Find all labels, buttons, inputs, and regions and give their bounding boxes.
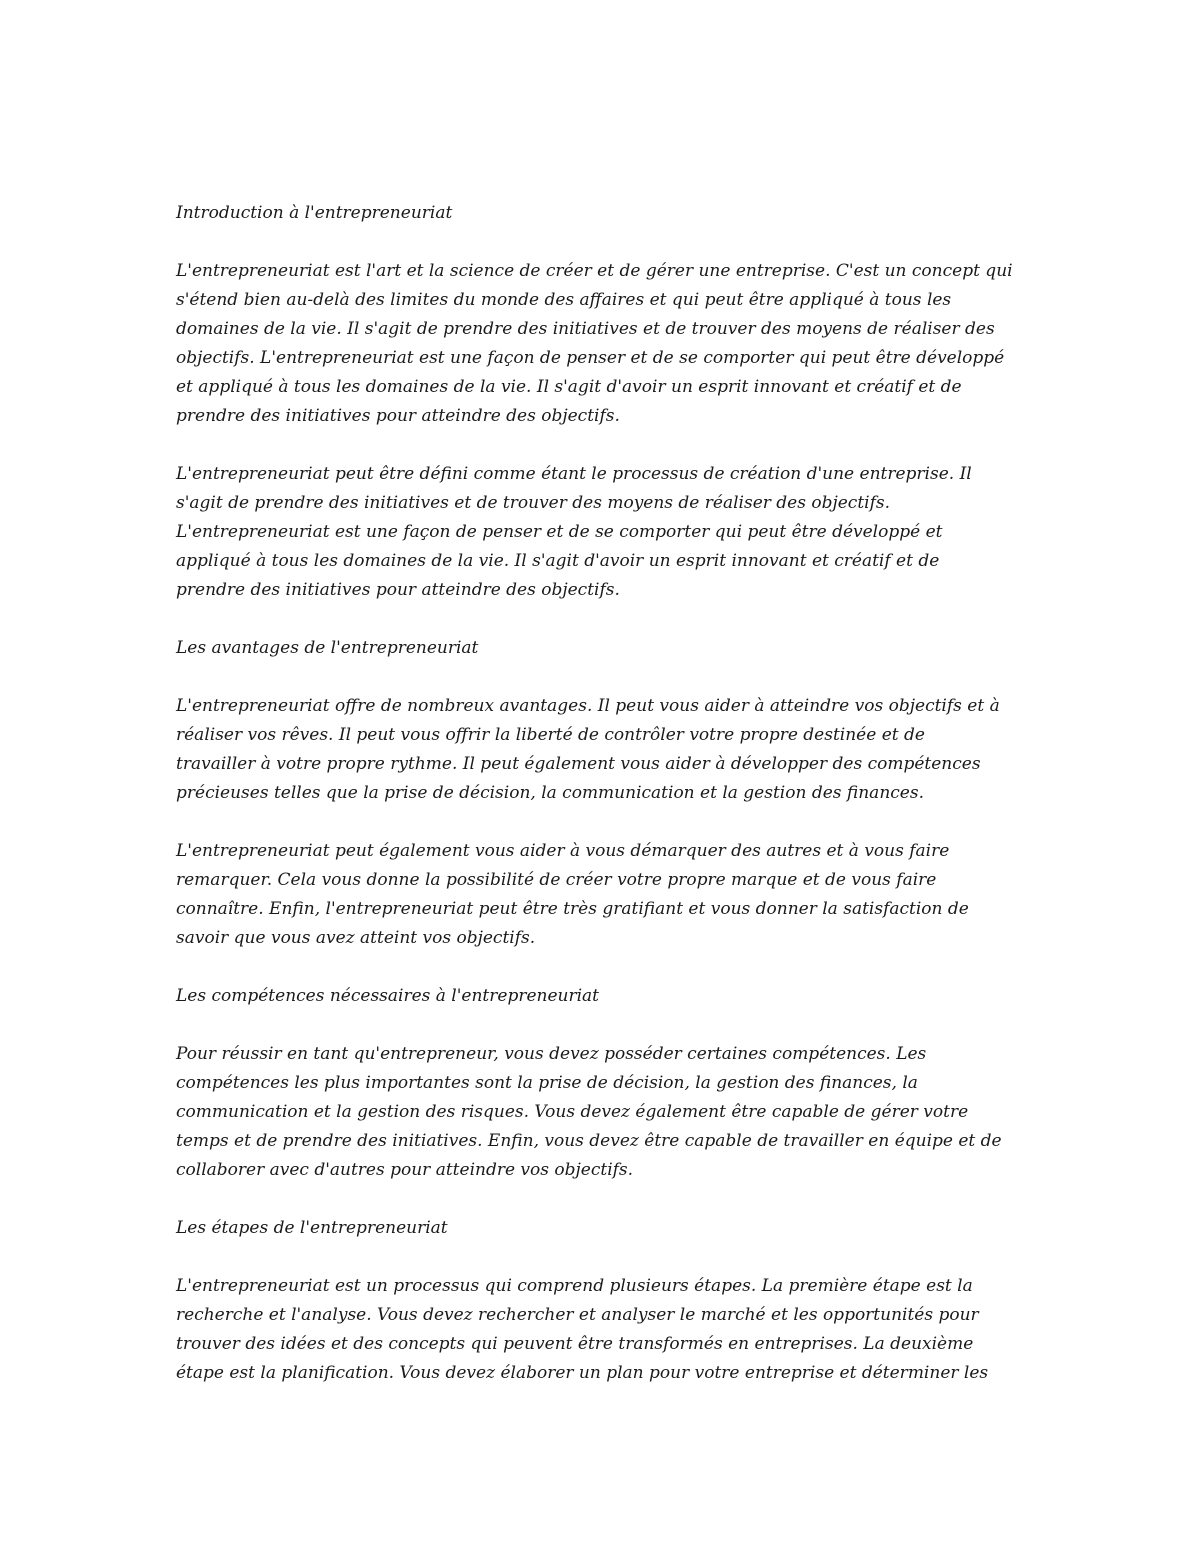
paragraph-line: L'entrepreneuriat est une façon de penser et de se comporter qui peut être développé et bbox=[176, 522, 943, 542]
paragraph-line: prendre des initiatives pour atteindre des objectifs. bbox=[176, 580, 620, 600]
paragraph bbox=[176, 837, 1026, 953]
paragraph bbox=[176, 460, 1026, 605]
paragraph-line: prendre des initiatives pour atteindre des objectifs. bbox=[176, 406, 620, 426]
paragraph-line: étape est la planification. Vous devez élaborer un plan pour votre entreprise et déterminer les bbox=[176, 1363, 989, 1383]
paragraph-line: L'entrepreneuriat peut être défini comme étant le processus de création d'une entreprise. Il bbox=[176, 464, 972, 484]
paragraph-line: domaines de la vie. Il s'agit de prendre des initiatives et de trouver des moyens de réaliser des bbox=[176, 319, 995, 339]
paragraph-line: L'entrepreneuriat offre de nombreux avantages. Il peut vous aider à atteindre vos objectifs et à bbox=[176, 696, 1000, 716]
section-heading: Les étapes de l'entrepreneuriat bbox=[176, 1218, 448, 1238]
paragraph-line: trouver des idées et des concepts qui peuvent être transformés en entreprises. La deuxième bbox=[176, 1334, 974, 1354]
paragraph-line: travailler à votre propre rythme. Il peut également vous aider à développer des compétences bbox=[176, 754, 981, 774]
paragraph-line: Pour réussir en tant qu'entrepreneur, vous devez posséder certaines compétences. Les bbox=[176, 1044, 927, 1064]
paragraph bbox=[176, 1040, 1026, 1185]
paragraph-line: objectifs. L'entrepreneuriat est une façon de penser et de se comporter qui peut être développé bbox=[176, 348, 1005, 368]
section-heading: Les compétences nécessaires à l'entrepreneuriat bbox=[176, 986, 600, 1006]
paragraph-line: communication et la gestion des risques. Vous devez également être capable de gérer votre bbox=[176, 1102, 969, 1122]
paragraph bbox=[176, 1272, 1026, 1388]
paragraph-line: recherche et l'analyse. Vous devez rechercher et analyser le marché et les opportunités pour bbox=[176, 1305, 979, 1325]
paragraph bbox=[176, 257, 1026, 431]
paragraph bbox=[176, 692, 1026, 808]
paragraph-line: s'agit de prendre des initiatives et de trouver des moyens de réaliser des objectifs. bbox=[176, 493, 891, 513]
paragraph-line: connaître. Enfin, l'entrepreneuriat peut être très gratifiant et vous donner la satisfaction de bbox=[176, 899, 969, 919]
paragraph-line: et appliqué à tous les domaines de la vie. Il s'agit d'avoir un esprit innovant et créatif et de bbox=[176, 377, 962, 397]
paragraph-line: remarquer. Cela vous donne la possibilité de créer votre propre marque et de vous faire bbox=[176, 870, 937, 890]
paragraph-line: savoir que vous avez atteint vos objectifs. bbox=[176, 928, 536, 948]
paragraph-line: L'entrepreneuriat peut également vous aider à vous démarquer des autres et à vous faire bbox=[176, 841, 950, 861]
paragraph-line: appliqué à tous les domaines de la vie. Il s'agit d'avoir un esprit innovant et créatif et de bbox=[176, 551, 940, 571]
paragraph-line: L'entrepreneuriat est l'art et la science de créer et de gérer une entreprise. C'est un concept qui bbox=[176, 261, 1013, 281]
paragraph-line: compétences les plus importantes sont la prise de décision, la gestion des finances, la bbox=[176, 1073, 918, 1093]
paragraph-line: s'étend bien au-delà des limites du monde des affaires et qui peut être appliqué à tous les bbox=[176, 290, 952, 310]
paragraph-line: collaborer avec d'autres pour atteindre vos objectifs. bbox=[176, 1160, 634, 1180]
paragraph-line: L'entrepreneuriat est un processus qui comprend plusieurs étapes. La première étape est la bbox=[176, 1276, 973, 1296]
paragraph-line: précieuses telles que la prise de décision, la communication et la gestion des finances. bbox=[176, 783, 924, 803]
paragraph-line: réaliser vos rêves. Il peut vous offrir la liberté de contrôler votre propre destinée et de bbox=[176, 725, 925, 745]
section-heading: Introduction à l'entrepreneuriat bbox=[176, 203, 453, 223]
document-body bbox=[176, 199, 1026, 1417]
section-heading: Les avantages de l'entrepreneuriat bbox=[176, 638, 479, 658]
paragraph-line: temps et de prendre des initiatives. Enfin, vous devez être capable de travailler en équipe et de bbox=[176, 1131, 1002, 1151]
